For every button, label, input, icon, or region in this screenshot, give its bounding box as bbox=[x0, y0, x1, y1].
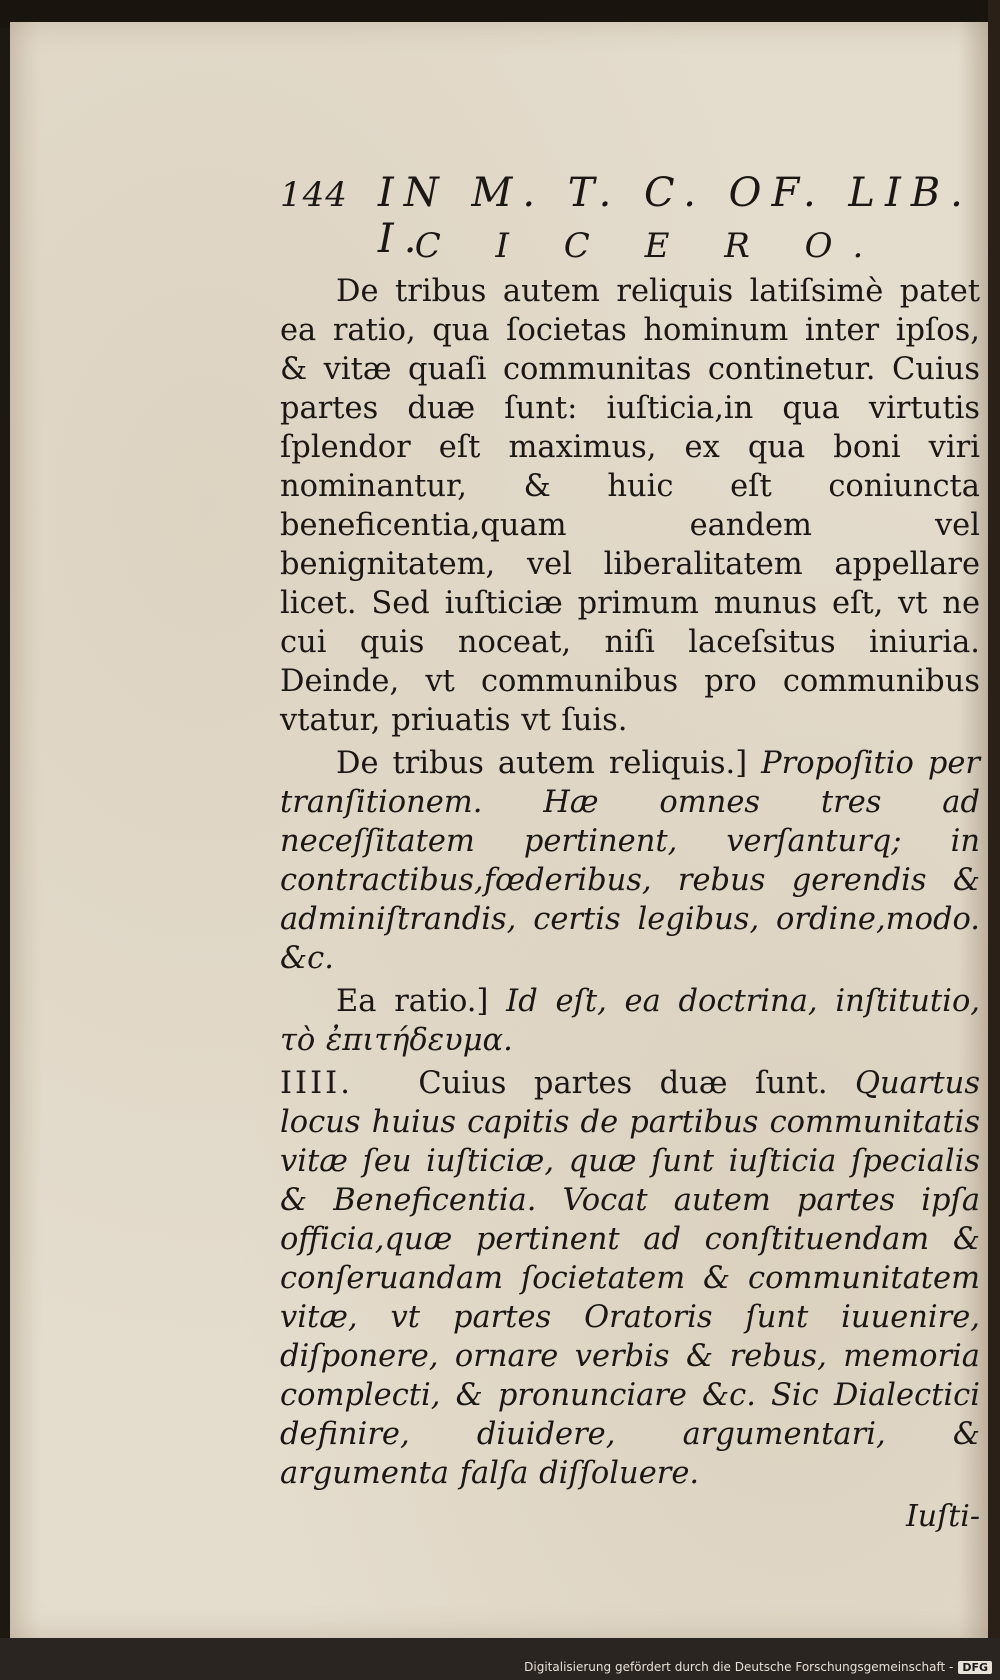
section-number: IIII. bbox=[280, 1066, 353, 1101]
commentary-text: Propoſitio per tranſitionem. Hæ omnes tres ad neceſſitatem pertinent, verſanturq; in contractibus,fœderibus, rebus gerendis & adminiſtrandis, certis legibus, ordine,modo. &c. bbox=[280, 746, 980, 976]
section-title: C I C E R O. bbox=[414, 226, 886, 266]
main-text: De tribus autem reliquis latiſsimè patet ea ratio, qua ſocietas hominum inter ipſos, & vitæ quaſi communitas continetur. Cuius partes duæ ſunt: iuſticia,in qua virtutis ſplendor eſt maximus, ex qua boni viri nominantur, & huic eſt coniuncta beneficentia,quam eandem vel benignitatem, vel liberalitatem appellare licet. Sed iuſticiæ primum munus eſt, vt ne cui quis noceat, niſi laceſsitus iniuria. Deinde, vt communibus pro communibus vtatur, priuatis vt ſuis. bbox=[280, 274, 980, 738]
dfg-logo: DFG bbox=[958, 1661, 992, 1674]
credit-text: Digitalisierung gefördert durch die Deutsche Forschungsgemeinschaft - bbox=[524, 1660, 954, 1674]
commentary-paragraph-2 bbox=[280, 982, 980, 1060]
commentary-text: Quartus locus huius capitis de partibus communitatis vitæ ſeu iuſticiæ, quæ ſunt iuſticia ſpecialis & Beneficentia. Vocat autem partes ipſa officia,quæ pertinent ad conſtituendam & conſeruandam ſocietatem & communitatem vitæ, vt partes Oratoris ſunt iuuenire, diſponere, ornare verbis & rebus, memoria complecti, & pronunciare &c. Sic Dialectici definire, diuidere, argumentari, & argumenta falſa diſſoluere. bbox=[280, 1066, 980, 1491]
scan-border-right bbox=[988, 0, 1000, 1640]
digitization-credit bbox=[524, 1660, 992, 1674]
main-text-paragraph bbox=[280, 272, 980, 740]
page-content bbox=[280, 170, 980, 1534]
catchword: Iuſti- bbox=[905, 1499, 980, 1534]
commentary-paragraph-3 bbox=[280, 1064, 980, 1493]
commentary-lemma: De tribus autem reliquis.] bbox=[336, 746, 748, 781]
running-title: IN M. T. C. OF. LIB. I. bbox=[377, 170, 973, 262]
commentary-paragraph-1 bbox=[280, 744, 980, 978]
book-page bbox=[10, 22, 988, 1638]
commentary-lemma: Cuius partes duæ ſunt. bbox=[418, 1066, 828, 1101]
commentary-lemma: Ea ratio.] bbox=[336, 984, 489, 1019]
page-number: 144 bbox=[280, 175, 348, 215]
commentary-text: Id eſt, ea doctrina, inſtitutio, τὸ ἐπιτήδευμα. bbox=[280, 984, 980, 1058]
